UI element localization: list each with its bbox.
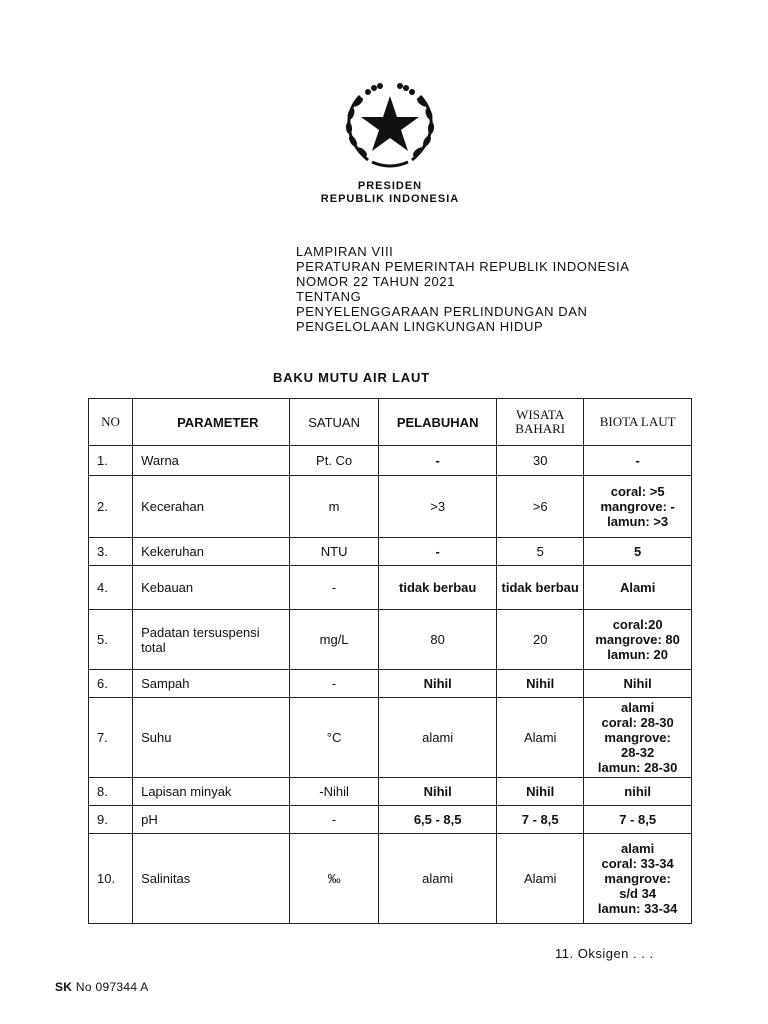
table-body [89,446,692,924]
row-biota-laut [584,778,692,806]
continuation-note: 11. Oksigen . . . [555,946,654,961]
biota-value: mangrove: - [600,499,675,514]
table-row [89,446,692,476]
row-pelabuhan: 6,5 - 8,5 [379,806,497,834]
row-satuan: mg/L [289,610,378,670]
table-row [89,610,692,670]
row-satuan: ‰ [289,834,378,924]
table-row [89,698,692,778]
regulation-heading [296,244,630,334]
row-no: 2. [89,476,133,538]
row-biota-laut [584,834,692,924]
table-header-row [89,399,692,446]
row-satuan: - [289,670,378,698]
row-wisata-bahari: 20 [497,610,584,670]
president-label: PRESIDEN [357,180,423,192]
header-pelabuhan: PELABUHAN [379,399,497,446]
row-parameter: Warna [133,446,290,476]
row-satuan: - [289,566,378,610]
biota-value: lamun: 33-34 [597,901,678,916]
row-satuan: - [289,806,378,834]
row-biota-laut [584,566,692,610]
table-row [89,778,692,806]
biota-value: coral: >5 [610,484,665,499]
row-satuan: NTU [289,538,378,566]
row-parameter: Sampah [133,670,290,698]
row-biota-laut [584,698,692,778]
row-wisata-bahari: >6 [497,476,584,538]
biota-value: nihil [624,784,651,799]
garuda-star-emblem [338,78,442,170]
biota-value: lamun: 20 [607,647,668,662]
row-parameter: Lapisan minyak [133,778,290,806]
row-no: 9. [89,806,133,834]
row-parameter: Suhu [133,698,290,778]
row-satuan: Pt. Co [289,446,378,476]
table-row [89,538,692,566]
row-biota-laut [584,446,692,476]
row-wisata-bahari: tidak berbau [497,566,584,610]
table-row [89,670,692,698]
row-no: 7. [89,698,133,778]
row-wisata-bahari: Alami [497,698,584,778]
row-biota-laut [584,476,692,538]
row-pelabuhan: 80 [379,610,497,670]
row-no: 5. [89,610,133,670]
biota-value: mangrove: 80 [595,632,680,647]
biota-value: Nihil [623,676,652,691]
document-title: BAKU MUTU AIR LAUT [273,370,430,385]
biota-value: alami [621,700,655,715]
biota-value: coral: 28-30 [601,715,674,730]
row-pelabuhan: alami [379,698,497,778]
row-pelabuhan: - [379,538,497,566]
sk-footer [55,980,149,994]
seawater-quality-table [88,398,692,924]
biota-value: coral:20 [612,617,663,632]
biota-value: 5 [634,544,642,559]
heading-line: NOMOR 22 TAHUN 2021 [296,274,456,289]
row-satuan: °C [289,698,378,778]
row-biota-laut [584,538,692,566]
row-wisata-bahari: Nihil [497,670,584,698]
president-header [300,180,480,206]
row-no: 4. [89,566,133,610]
row-no: 1. [89,446,133,476]
row-parameter: Kekeruhan [133,538,290,566]
row-parameter: Padatan tersuspensi total [133,610,290,670]
table-row [89,806,692,834]
heading-line: LAMPIRAN VIII [296,244,394,259]
row-pelabuhan: - [379,446,497,476]
republic-label: REPUBLIK INDONESIA [320,193,460,205]
biota-value: lamun: >3 [607,514,669,529]
biota-value: Alami [619,580,656,595]
row-pelabuhan: alami [379,834,497,924]
header-biota-laut: BIOTA LAUT [584,399,692,446]
row-satuan: -Nihil [289,778,378,806]
row-pelabuhan: Nihil [379,670,497,698]
heading-line: TENTANG [296,289,362,304]
row-parameter: Salinitas [133,834,290,924]
row-parameter: Kecerahan [133,476,290,538]
biota-value: alami [621,841,655,856]
header-no: NO [89,399,133,446]
heading-line: PERATURAN PEMERINTAH REPUBLIK INDONESIA [296,259,630,274]
table-row [89,566,692,610]
biota-value: mangrove: [604,730,671,745]
row-wisata-bahari: Alami [497,834,584,924]
row-wisata-bahari: 5 [497,538,584,566]
header-wisata-bahari: WISATA BAHARI [497,399,584,446]
heading-line: PENGELOLAAN LINGKUNGAN HIDUP [296,319,544,334]
row-wisata-bahari: 30 [497,446,584,476]
header-parameter: PARAMETER [133,399,290,446]
biota-value: 7 - 8,5 [619,812,657,827]
biota-value: - [635,453,640,468]
sk-label: SK [55,980,73,994]
row-no: 8. [89,778,133,806]
row-parameter: pH [133,806,290,834]
biota-value: 28-32 [621,745,655,760]
row-no: 3. [89,538,133,566]
row-satuan: m [289,476,378,538]
row-parameter: Kebauan [133,566,290,610]
row-no: 6. [89,670,133,698]
row-pelabuhan: Nihil [379,778,497,806]
row-no: 10. [89,834,133,924]
header-satuan: SATUAN [289,399,378,446]
biota-value: lamun: 28-30 [597,760,678,775]
row-biota-laut [584,670,692,698]
biota-value: coral: 33-34 [601,856,674,871]
biota-value: mangrove: [604,871,671,886]
heading-line: PENYELENGGARAAN PERLINDUNGAN DAN [296,304,588,319]
sk-number: No 097344 A [75,980,149,994]
table-row [89,476,692,538]
row-pelabuhan: tidak berbau [379,566,497,610]
row-wisata-bahari: Nihil [497,778,584,806]
row-pelabuhan: >3 [379,476,497,538]
row-biota-laut [584,806,692,834]
row-biota-laut [584,610,692,670]
row-wisata-bahari: 7 - 8,5 [497,806,584,834]
biota-value: s/d 34 [619,886,657,901]
table-row [89,834,692,924]
